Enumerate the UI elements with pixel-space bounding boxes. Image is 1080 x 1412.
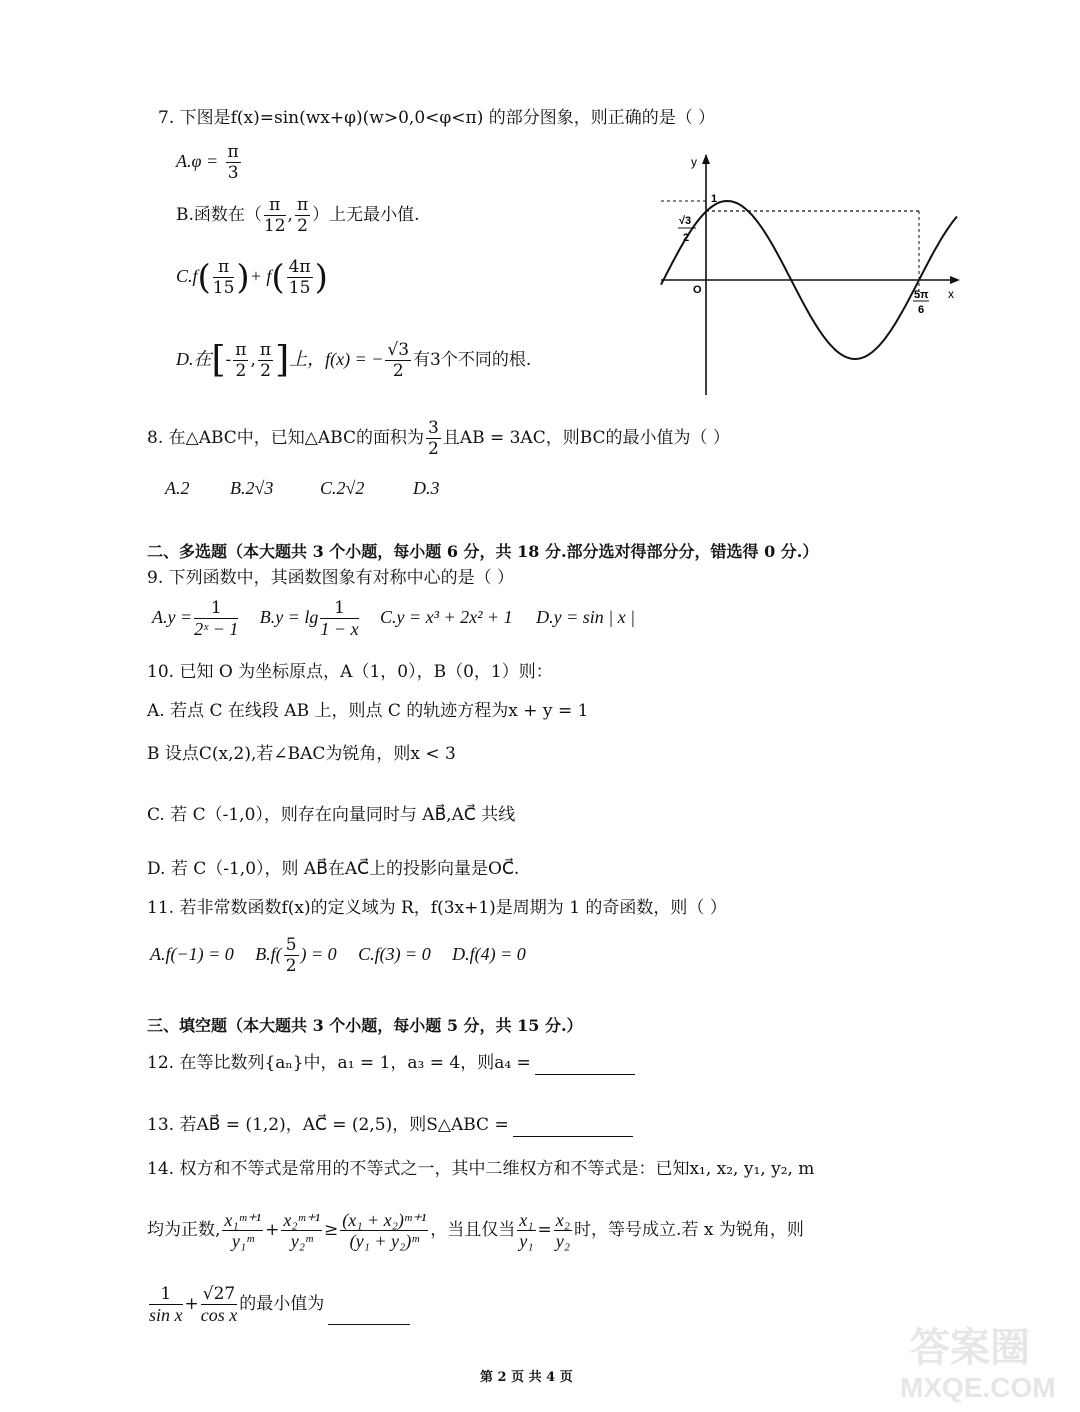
q13-stem: 13. 若AB⃗ = (1,2)，AC⃗ = (2,5)，则S△ABC = [147, 1112, 633, 1137]
x-axis-arrow [950, 276, 960, 284]
q11-stem: 11. 若非常数函数f(x)的定义域为 R，f(3x+1)是周期为 1 的奇函数，则（ ） [147, 898, 727, 918]
y-axis-label: y [691, 155, 697, 169]
q8-option-b: B.2√3 [230, 478, 274, 498]
q10-stem: 10. 已知 O 为坐标原点，A（1，0），B（0，1）则： [147, 662, 553, 682]
q14-line3: $\frac{1}{\text{sin x}}$ + $\frac{√27}{\text{cos x}}$ 的最小值为 [147, 1284, 410, 1325]
xtick-num-label: 5π [914, 289, 929, 301]
root3-num-label: √3 [679, 215, 692, 227]
q8-option-c: C.2√2 [320, 478, 365, 498]
q14-line2: 均为正数, $\frac{\text{x₁ᵐ⁺¹}}{\text{y₁ᵐ}}$ + $\frac{\text{x₂ᵐ⁺¹}}{\text{y₂ᵐ}}$ ≥ $\frac{\text{(x₁ + x₂)ᵐ⁺¹}}{\text{(y₁ + y₂)ᵐ}}$ ，当且仅当 $\frac{\text{x₁}}{\text{y₁}}$ = $\frac{\text{x₂}}{\text{y₂}}$ 时，等号成立.若 x 为锐角，则 [147, 1210, 804, 1251]
q12-stem: 12. 在等比数列{aₙ}中，a₁ = 1，a₃ = 4，则a₄ = [147, 1050, 635, 1075]
one-label: 1 [711, 193, 718, 205]
q7-stem: 7. 下图是f(x)=sin(wx+φ)(w>0,0<φ<π) 的部分图象，则正确的是（ ） [158, 108, 716, 128]
sine-graph [656, 150, 966, 400]
y-axis-arrow [702, 154, 710, 164]
root3-den-label: 2 [683, 232, 690, 244]
q9-options: A.y = $\frac{1}{\text{2ˣ − 1}}$ B.y = lg $\frac{1}{1 - x}$ C.y = x³ + 2x² + 1 D.y = sin | x | [152, 598, 636, 639]
origin-label: O [693, 284, 702, 296]
x-axis-label: x [948, 287, 954, 301]
q10-option-a: A. 若点 C 在线段 AB 上，则点 C 的轨迹方程为x + y = 1 [147, 701, 589, 721]
section-3-title: 三、填空题（本大题共 3 个小题，每小题 5 分，共 15 分.） [147, 1016, 583, 1035]
q7-option-b: B.函数在（ $\frac{\pi}{12}$ , $\frac{\pi}{2}$ ）上无最小值. [176, 195, 420, 236]
q9-stem: 9. 下列函数中，其函数图象有对称中心的是（ ） [147, 568, 515, 588]
q13-answer-blank[interactable] [513, 1112, 633, 1137]
q10-option-c: C. 若 C（-1,0），则存在向量同时与 AB⃗,AC⃗ 共线 [147, 805, 516, 825]
watermark-logo: 答案圈 [910, 1326, 1030, 1370]
q8-stem: 8. 在△ABC中，已知△ABC的面积为 $\frac{3}{2}$ 且AB = 3AC，则BC的最小值为（ ） [147, 418, 730, 459]
watermark-url: MXQE.COM [900, 1372, 1056, 1403]
q8-option-a: A.2 [165, 478, 190, 498]
q7-option-a: A.φ = $\frac{\pi}{3}$ [176, 142, 239, 183]
page-number: 第 2 页 共 4 页 [480, 1370, 573, 1385]
xtick-den-label: 6 [918, 304, 925, 316]
q7-option-d: D.在[- $\frac{\pi}{2}$ , $\frac{\pi}{2}$ ]上，f(x) = − $\frac{√3}{2}$ 有3个不同的根. [176, 339, 532, 381]
q8-option-d: D.3 [413, 478, 440, 498]
q14-answer-blank[interactable] [328, 1300, 410, 1325]
q11-options: A.f(−1) = 0 B.f( $\frac{5}{2}$ ) = 0 C.f(3) = 0 D.f(4) = 0 [150, 935, 526, 976]
q10-option-b: B 设点C(x,2),若∠BAC为锐角，则x < 3 [147, 744, 456, 764]
q14-line1: 14. 权方和不等式是常用的不等式之一，其中二维权方和不等式是：已知x₁, x₂, y₁, y₂, m [147, 1159, 815, 1179]
q7-option-c: C.f( $\frac{\pi}{15}$ )+ f( $\frac{4\pi}{15}$ ) [176, 257, 328, 298]
q10-option-d: D. 若 C（-1,0），则 AB⃗在AC⃗上的投影向量是OC⃗. [147, 859, 520, 879]
q12-answer-blank[interactable] [535, 1050, 635, 1075]
section-2-title: 二、多选题（本大题共 3 个小题，每小题 6 分，共 18 分.部分选对得部分分，错选得 0 分.） [147, 542, 819, 561]
